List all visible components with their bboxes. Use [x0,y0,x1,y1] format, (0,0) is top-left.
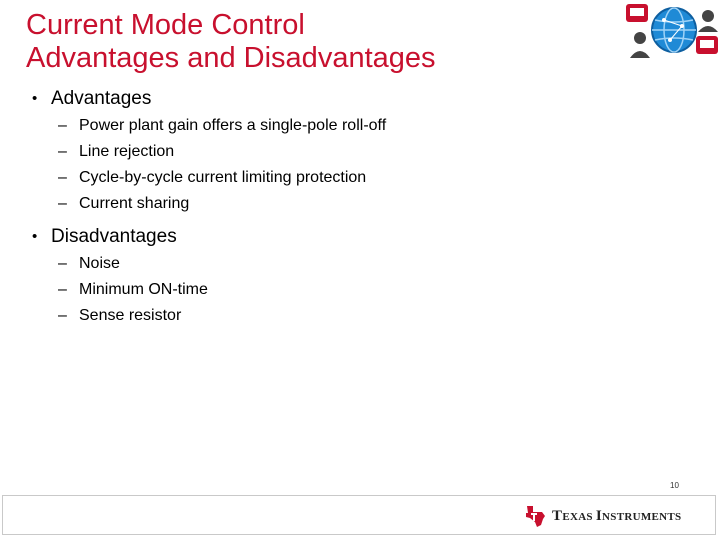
slide-content [32,87,592,329]
texas-state-icon [524,504,546,528]
advantages-section [32,87,592,217]
list-item: – Noise [58,251,592,277]
list-item: – Minimum ON-time [58,277,592,303]
list-item: – Current sharing [58,191,592,217]
disadvantages-heading: • Disadvantages [32,225,592,249]
texas-instruments-logo [524,503,684,529]
list-item: – Cycle-by-cycle current limiting protection [58,165,592,191]
advantages-list [32,113,592,217]
advantages-heading: • Advantages [32,87,592,111]
list-item: – Sense resistor [58,303,592,329]
logo-wordmark: TEXAS INSTRUMENTS [552,508,682,524]
page-number: 10 [670,481,679,490]
list-item: – Power plant gain offers a single-pole roll-off [58,113,592,139]
title-line-2: Advantages and Disadvantages [26,42,436,74]
disadvantages-section [32,225,592,329]
globe-network-people-icon [624,2,720,62]
disadvantages-list [32,251,592,329]
slide-title [26,9,586,75]
list-item: – Line rejection [58,139,592,165]
title-line-1: Current Mode Control [26,9,305,41]
